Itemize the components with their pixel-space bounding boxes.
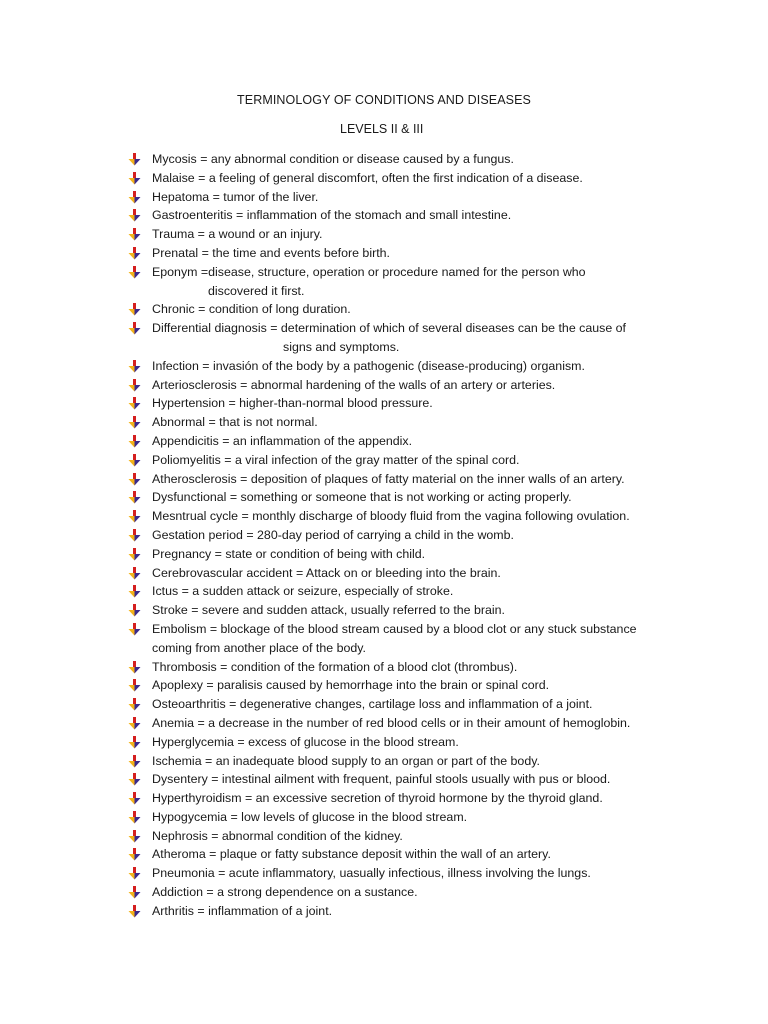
arrow-down-bullet-icon	[128, 397, 141, 410]
list-item	[128, 150, 688, 169]
list-item-text: Dysentery = intestinal ailment with frequent, painful stools usually with pus or blood.	[152, 772, 611, 787]
list-item	[128, 470, 688, 489]
arrow-down-bullet-icon	[128, 736, 141, 749]
list-item	[128, 432, 688, 451]
list-item-text: Mesntrual cycle = monthly discharge of bloody fluid from the vagina following ovulation.	[152, 509, 630, 524]
list-item-text: Embolism = blockage of the blood stream caused by a blood clot or any stuck substance	[152, 621, 637, 636]
list-item	[128, 770, 688, 789]
arrow-down-bullet-icon	[128, 435, 141, 448]
list-item-text: Arthritis = inflammation of a joint.	[152, 903, 333, 918]
list-item-text: Poliomyelitis = a viral infection of the gray matter of the spinal cord.	[152, 452, 520, 467]
list-item-text: Chronic = condition of long duration.	[152, 302, 351, 317]
arrow-down-bullet-icon	[128, 548, 141, 561]
arrow-down-bullet-icon	[128, 848, 141, 861]
arrow-down-bullet-icon	[128, 698, 141, 711]
list-item	[128, 714, 688, 733]
list-item-text: Osteoarthritis = degenerative changes, cartilage loss and inflammation of a joint.	[152, 697, 593, 712]
arrow-down-bullet-icon	[128, 867, 141, 880]
arrow-down-bullet-icon	[128, 379, 141, 392]
arrow-down-bullet-icon	[128, 830, 141, 843]
list-item	[128, 169, 688, 188]
list-item	[128, 357, 688, 376]
list-item	[128, 789, 688, 808]
list-item	[128, 545, 688, 564]
arrow-down-bullet-icon	[128, 454, 141, 467]
page-subtitle: LEVELS II & III	[340, 122, 424, 136]
list-item	[128, 507, 688, 526]
arrow-down-bullet-icon	[128, 191, 141, 204]
list-item-continuation: coming from another place of the body.	[152, 640, 366, 655]
arrow-down-bullet-icon	[128, 886, 141, 899]
list-item-text: Thrombosis = condition of the formation of a blood clot (thrombus).	[152, 659, 518, 674]
arrow-down-bullet-icon	[128, 322, 141, 335]
arrow-down-bullet-icon	[128, 266, 141, 279]
arrow-down-bullet-icon	[128, 773, 141, 786]
list-item	[128, 733, 688, 752]
list-item-continuation: discovered it first.	[208, 283, 305, 298]
list-item	[128, 394, 688, 413]
list-item-text: Stroke = severe and sudden attack, usually referred to the brain.	[152, 603, 505, 618]
list-item	[128, 488, 688, 507]
list-item-text: Prenatal = the time and events before birth.	[152, 245, 390, 260]
list-item-text: Differential diagnosis = determination of which of several diseases can be the cause of	[152, 321, 626, 336]
list-item-text: Atheroma = plaque or fatty substance deposit within the wall of an artery.	[152, 847, 551, 862]
page-title	[0, 93, 768, 107]
arrow-down-bullet-icon	[128, 153, 141, 166]
list-item-text: Ischemia = an inadequate blood supply to an organ or part of the body.	[152, 753, 540, 768]
list-item	[128, 658, 688, 677]
terminology-list	[128, 150, 688, 921]
arrow-down-bullet-icon	[128, 416, 141, 429]
list-item-text: Arteriosclerosis = abnormal hardening of the walls of an artery or arteries.	[152, 377, 556, 392]
list-item-text: Atherosclerosis = deposition of plaques of fatty material on the inner walls of an artery.	[152, 471, 625, 486]
arrow-down-bullet-icon	[128, 228, 141, 241]
list-item-text: Abnormal = that is not normal.	[152, 415, 318, 430]
list-item	[128, 225, 688, 244]
list-item	[128, 845, 688, 864]
list-item-text: Hypertension = higher-than-normal blood pressure.	[152, 396, 433, 411]
list-item	[128, 413, 688, 432]
arrow-down-bullet-icon	[128, 529, 141, 542]
list-item	[128, 451, 688, 470]
list-item-text: Addiction = a strong dependence on a sustance.	[152, 885, 418, 900]
list-item-text: Cerebrovascular accident = Attack on or bleeding into the brain.	[152, 565, 501, 580]
list-item	[128, 601, 688, 620]
arrow-down-bullet-icon	[128, 792, 141, 805]
list-item-text: Gastroenteritis = inflammation of the stomach and small intestine.	[152, 208, 512, 223]
list-item	[128, 883, 688, 902]
arrow-down-bullet-icon	[128, 811, 141, 824]
list-item	[128, 244, 688, 263]
arrow-down-bullet-icon	[128, 905, 141, 918]
arrow-down-bullet-icon	[128, 303, 141, 316]
list-item	[128, 300, 688, 319]
list-item	[128, 808, 688, 827]
list-item-text: Ictus = a sudden attack or seizure, especially of stroke.	[152, 584, 454, 599]
arrow-down-bullet-icon	[128, 491, 141, 504]
list-item-text: Hyperthyroidism = an excessive secretion of thyroid hormone by the thyroid gland.	[152, 791, 603, 806]
list-item	[128, 752, 688, 771]
list-item-text: Appendicitis = an inflammation of the appendix.	[152, 433, 413, 448]
list-item	[128, 695, 688, 714]
list-item	[128, 376, 688, 395]
list-item-text: Hypogycemia = low levels of glucose in the blood stream.	[152, 809, 468, 824]
list-item-text: Pneumonia = acute inflammatory, uasually infectious, illness involving the lungs.	[152, 866, 591, 881]
list-item	[128, 206, 688, 225]
arrow-down-bullet-icon	[128, 567, 141, 580]
list-item	[128, 902, 688, 921]
list-item	[128, 582, 688, 601]
list-item-text: Mycosis = any abnormal condition or disease caused by a fungus.	[152, 152, 514, 166]
list-item-text: Anemia = a decrease in the number of red blood cells or in their amount of hemoglobin.	[152, 715, 631, 730]
arrow-down-bullet-icon	[128, 755, 141, 768]
arrow-down-bullet-icon	[128, 209, 141, 222]
list-item-text: Hyperglycemia = excess of glucose in the blood stream.	[152, 734, 459, 749]
title-text: TERMINOLOGY OF CONDITIONS AND DISEASES	[237, 93, 531, 107]
arrow-down-bullet-icon	[128, 604, 141, 617]
arrow-down-bullet-icon	[128, 247, 141, 260]
list-item-text: Trauma = a wound or an injury.	[152, 227, 323, 242]
list-item	[128, 864, 688, 883]
arrow-down-bullet-icon	[128, 360, 141, 373]
list-item	[128, 526, 688, 545]
list-item-text: Gestation period = 280-day period of carrying a child in the womb.	[152, 527, 514, 542]
list-item-continuation: signs and symptoms.	[283, 339, 400, 354]
arrow-down-bullet-icon	[128, 172, 141, 185]
arrow-down-bullet-icon	[128, 661, 141, 674]
list-item	[128, 676, 688, 695]
arrow-down-bullet-icon	[128, 679, 141, 692]
arrow-down-bullet-icon	[128, 717, 141, 730]
list-item-text: Pregnancy = state or condition of being with child.	[152, 546, 426, 561]
list-item-text: Apoplexy = paralisis caused by hemorrhage into the brain or spinal cord.	[152, 678, 550, 693]
list-item-text: Malaise = a feeling of general discomfort, often the first indication of a disease.	[152, 170, 583, 185]
list-item	[128, 263, 688, 301]
list-item-text: Nephrosis = abnormal condition of the kidney.	[152, 828, 403, 843]
list-item-text: Eponym =disease, structure, operation or procedure named for the person who	[152, 264, 586, 279]
arrow-down-bullet-icon	[128, 623, 141, 636]
arrow-down-bullet-icon	[128, 510, 141, 523]
list-item	[128, 827, 688, 846]
list-item	[128, 620, 688, 658]
arrow-down-bullet-icon	[128, 585, 141, 598]
list-item	[128, 319, 688, 357]
list-item-text: Infection = invasión of the body by a pathogenic (disease-producing) organism.	[152, 358, 585, 373]
list-item	[128, 564, 688, 583]
list-item-text: Hepatoma = tumor of the liver.	[152, 189, 319, 204]
arrow-down-bullet-icon	[128, 473, 141, 486]
list-item	[128, 188, 688, 207]
list-item-text: Dysfunctional = something or someone that is not working or acting properly.	[152, 490, 572, 505]
